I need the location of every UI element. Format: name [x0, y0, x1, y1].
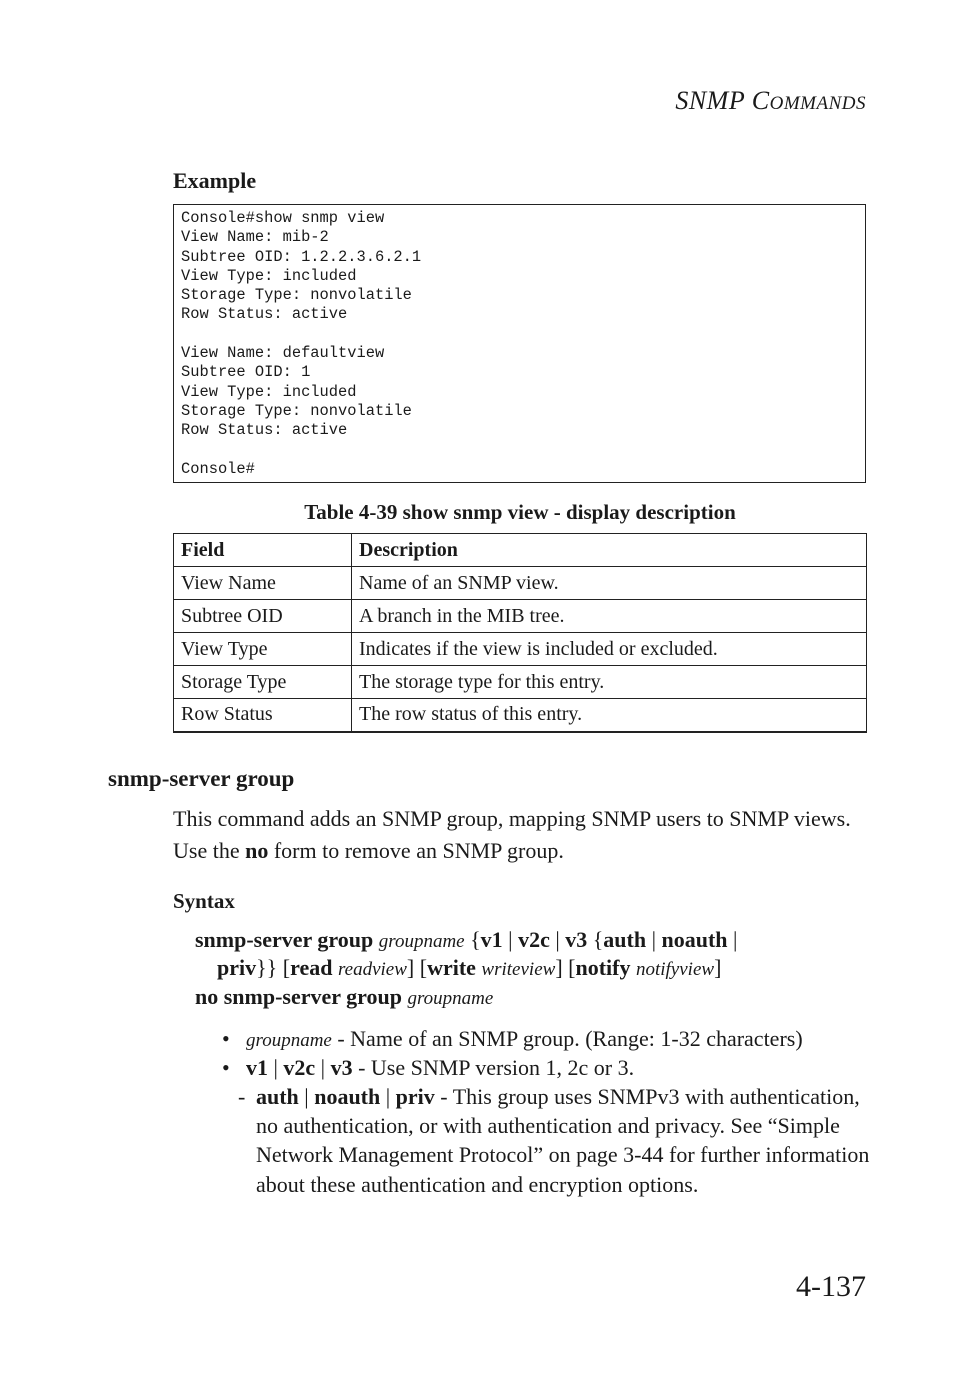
- sub-bullet-dash: -: [238, 1084, 246, 1109]
- syntax-keyword: write: [427, 955, 476, 980]
- header-field: Field: [174, 534, 352, 567]
- syntax-keyword: notify: [575, 955, 631, 980]
- table-cell-description: A branch in the MIB tree.: [352, 600, 867, 633]
- table-cell-field: Subtree OID: [174, 600, 352, 633]
- table-row: [174, 600, 867, 633]
- param-keyword: noauth: [314, 1084, 381, 1109]
- syntax-keyword: read: [290, 955, 333, 980]
- syntax-keyword: v2c: [518, 927, 550, 952]
- syntax-punct: [: [568, 955, 576, 980]
- section-title: snmp-server group: [108, 766, 295, 791]
- syntax-keyword: v1: [480, 927, 503, 952]
- param-punct: |: [385, 1084, 391, 1109]
- display-description-table: [173, 533, 867, 733]
- header-description: Description: [352, 534, 867, 567]
- syntax-punct: ]: [714, 955, 722, 980]
- sub-bullet-text: [256, 1082, 876, 1199]
- table-cell-field: Storage Type: [174, 666, 352, 699]
- table-row: [174, 567, 867, 600]
- syntax-punct: ]: [555, 955, 563, 980]
- bullet-dot: •: [222, 1026, 230, 1051]
- param-keyword: priv: [395, 1084, 435, 1109]
- syntax-punct: ]: [406, 955, 415, 980]
- syntax-punct: |: [555, 927, 560, 952]
- syntax-arg: groupname: [407, 988, 494, 1009]
- syntax-command: no snmp-server group: [195, 984, 402, 1009]
- example-heading: Example: [173, 168, 257, 193]
- param-punct: |: [304, 1084, 309, 1109]
- syntax-arg: writeview: [481, 959, 556, 980]
- syntax-punct: {: [592, 927, 604, 952]
- syntax-keyword: auth: [603, 927, 647, 952]
- param-keyword: v3: [330, 1055, 353, 1080]
- syntax-punct: {: [470, 927, 481, 952]
- param-punct: |: [320, 1055, 326, 1080]
- section-description: [173, 803, 863, 867]
- param-description: - Use SNMP version 1, 2c or 3.: [352, 1055, 635, 1080]
- param-punct: |: [273, 1055, 278, 1080]
- table-row: [174, 633, 867, 666]
- bullet-text: [246, 1053, 634, 1082]
- table-cell-description: The row status of this entry.: [352, 699, 867, 732]
- running-head-main: SNMP C: [675, 86, 770, 115]
- syntax-arg: notifyview: [635, 959, 715, 980]
- syntax-keyword: priv: [217, 955, 257, 980]
- syntax-keyword: v3: [565, 927, 588, 952]
- syntax-punct: |: [733, 927, 738, 952]
- table-cell-field: View Name: [174, 567, 352, 600]
- para-text-1: This command adds an SNMP group, mapping SNMP users to SNMP views. Use the: [173, 806, 851, 863]
- param-description: - This group uses SNMPv3 with authentication, no authentication, or with authentication and privacy. See “Simple Network Management Protocol” on page 3-44 for further information about these authentication and encryption options.: [256, 1084, 870, 1197]
- syntax-heading: Syntax: [173, 889, 235, 913]
- table-cell-description: Name of an SNMP view.: [352, 567, 867, 600]
- param-name: groupname: [246, 1030, 332, 1051]
- bullet-dot: •: [222, 1055, 230, 1080]
- running-head-smallcaps: OMMANDS: [769, 93, 866, 114]
- table-cell-field: View Type: [174, 633, 352, 666]
- syntax-command: snmp-server group: [195, 927, 374, 952]
- syntax-keyword: noauth: [661, 927, 728, 952]
- table-row: [174, 666, 867, 699]
- table-caption: Table 4-39 show snmp view - display description: [304, 500, 736, 524]
- param-keyword: v2c: [283, 1055, 316, 1080]
- syntax-punct: [: [282, 955, 291, 980]
- table-cell-field: Row Status: [174, 699, 352, 732]
- syntax-line-3: [195, 983, 493, 1013]
- para-keyword-no: no: [245, 838, 269, 863]
- syntax-arg: readview: [337, 959, 407, 980]
- syntax-punct: }}: [256, 955, 278, 980]
- syntax-punct: |: [508, 927, 513, 952]
- running-head: [675, 86, 866, 116]
- syntax-line-1: [195, 926, 737, 956]
- syntax-punct: [: [419, 955, 428, 980]
- table-cell-description: The storage type for this entry.: [352, 666, 867, 699]
- table-row: [174, 699, 867, 732]
- para-text-2: form to remove an SNMP group.: [268, 838, 564, 863]
- table-cell-description: Indicates if the view is included or excluded.: [352, 633, 867, 666]
- param-keyword: auth: [256, 1084, 299, 1109]
- syntax-punct: |: [651, 927, 656, 952]
- syntax-arg: groupname: [378, 931, 465, 952]
- table-header-row: [174, 534, 867, 567]
- page-number: 4-137: [796, 1270, 866, 1303]
- console-output-box: Console#show snmp view View Name: mib-2 Subtree OID: 1.2.2.3.6.2.1 View Type: included Storage Type: nonvolatile Row Status: active View Name: defaultview Subtree OID: 1 View Type: included Storage Type: nonvolatile Row Status: active Console#: [173, 204, 866, 483]
- param-description: - Name of an SNMP group. (Range: 1-32 characters): [331, 1026, 803, 1051]
- bullet-text: [246, 1024, 803, 1055]
- param-keyword: v1: [246, 1055, 268, 1080]
- syntax-line-2: [217, 954, 721, 984]
